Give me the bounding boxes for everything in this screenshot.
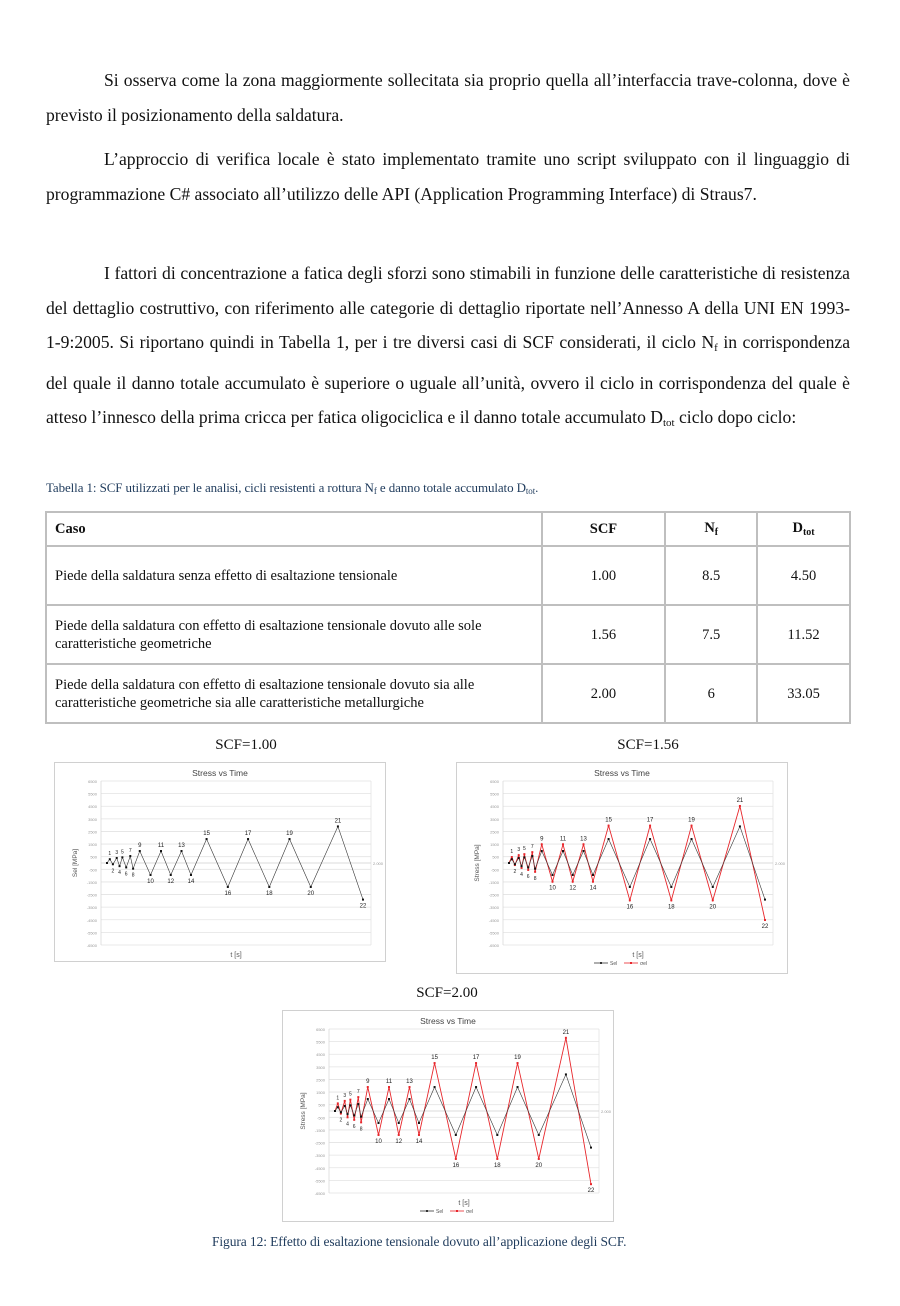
stress-vs-time-chart-2 — [457, 763, 787, 973]
y-axis-label: Stress [MPa] — [474, 844, 481, 882]
stress-vs-time-chart-3 — [283, 1011, 613, 1221]
y-tick-label: 1500 — [88, 842, 97, 848]
point-label: 8 — [359, 1126, 363, 1133]
point-label: 6 — [526, 873, 530, 880]
data-point — [531, 855, 533, 857]
data-point — [496, 1158, 498, 1160]
table-caption — [46, 480, 538, 496]
y-tick-label: 1500 — [316, 1090, 325, 1096]
data-point — [562, 843, 564, 845]
point-label: 13 — [178, 843, 185, 850]
legend-marker — [456, 1210, 458, 1212]
data-point — [521, 867, 523, 869]
data-point — [534, 871, 536, 873]
point-label: 12 — [167, 878, 175, 885]
header-caso: Caso — [46, 512, 542, 546]
data-point — [109, 858, 111, 860]
y-tick-label: -6500 — [488, 943, 499, 948]
y-tick-label: -4500 — [488, 917, 499, 923]
data-point — [388, 1098, 390, 1100]
y-tick-label: 6500 — [88, 779, 97, 784]
y-tick-label: 1500 — [490, 842, 499, 848]
point-label: 10 — [147, 878, 154, 885]
data-point — [541, 843, 543, 845]
data-point — [360, 1116, 362, 1118]
data-point — [340, 1111, 342, 1113]
point-label: 7 — [128, 848, 132, 855]
y-tick-label: 500 — [318, 1102, 325, 1108]
data-point — [572, 881, 574, 883]
data-point — [357, 1096, 359, 1098]
point-label: 12 — [395, 1138, 403, 1145]
paragraph-3-text-3: ciclo dopo ciclo: — [674, 407, 797, 427]
point-label: 15 — [203, 831, 210, 838]
point-label: 17 — [244, 831, 252, 838]
point-label: 16 — [452, 1162, 460, 1169]
y-tick-label: -3500 — [314, 1153, 325, 1159]
y-tick-label: -500 — [316, 1115, 325, 1121]
y-tick-label: -3500 — [488, 905, 499, 911]
x-axis-end-label: 2.000 — [601, 1109, 612, 1114]
y-tick-label: 6500 — [490, 779, 499, 784]
table-caption-text-3: . — [535, 480, 539, 495]
data-point — [527, 869, 529, 871]
point-label: 15 — [605, 817, 612, 824]
data-point — [349, 1104, 351, 1106]
y-tick-label: 4500 — [490, 804, 499, 810]
chart-1-heading: SCF=1.00 — [215, 737, 277, 753]
point-label: 4 — [520, 871, 523, 878]
data-point — [670, 899, 672, 901]
data-point — [521, 865, 523, 867]
point-label: 10 — [375, 1138, 382, 1145]
figure-caption: Figura 12: Effetto di esaltazione tensionale dovuto all’applicazione degli SCF. — [212, 1234, 627, 1249]
table-caption-text-1: Tabella 1: SCF utilizzati per le analisi, cicli resistenti a rottura N — [46, 480, 374, 495]
header-dtot-sub: tot — [802, 527, 815, 538]
point-label: 6 — [124, 871, 128, 878]
data-point — [344, 1100, 346, 1102]
point-label: 18 — [667, 904, 675, 911]
cell-scf: 1.56 — [542, 605, 666, 664]
point-label: 2 — [513, 869, 517, 876]
data-point — [592, 874, 594, 876]
chart-3-heading: SCF=2.00 — [416, 985, 478, 1001]
point-label: 18 — [493, 1162, 501, 1169]
point-label: 13 — [580, 836, 587, 843]
data-point — [388, 1086, 390, 1088]
point-label: 9 — [540, 836, 544, 843]
point-label: 18 — [265, 890, 273, 897]
data-point — [367, 1086, 369, 1088]
data-point — [590, 1147, 592, 1149]
data-point — [337, 1102, 339, 1104]
point-label: 9 — [138, 843, 142, 850]
cell-dtot: 4.50 — [757, 546, 850, 605]
data-point — [691, 838, 693, 840]
subscript-tot: tot — [662, 417, 675, 429]
data-point — [170, 874, 172, 876]
point-label: 2 — [111, 868, 115, 875]
data-point — [534, 868, 536, 870]
data-point — [139, 850, 141, 852]
data-point — [582, 850, 584, 852]
data-point — [367, 1098, 369, 1100]
point-label: 5 — [522, 846, 526, 853]
y-tick-label: -4500 — [86, 917, 97, 923]
data-point — [582, 843, 584, 845]
data-point — [629, 899, 631, 901]
point-label: 4 — [118, 870, 121, 877]
point-label: 19 — [688, 817, 695, 824]
point-label: 1 — [510, 849, 514, 856]
y-tick-label: 3500 — [316, 1064, 325, 1070]
data-point — [518, 854, 520, 856]
data-point — [565, 1037, 567, 1039]
results-table — [45, 511, 851, 724]
data-point — [608, 825, 610, 827]
point-label: 19 — [514, 1055, 521, 1062]
point-label: 6 — [352, 1123, 356, 1130]
data-point — [150, 874, 152, 876]
point-label: 1 — [336, 1095, 340, 1102]
x-axis-label: t [s] — [230, 952, 242, 959]
data-point — [247, 838, 249, 840]
data-point — [565, 1073, 567, 1075]
point-label: 21 — [736, 797, 744, 804]
point-label: 20 — [307, 890, 315, 897]
paragraph-2 — [46, 142, 850, 211]
point-label: 8 — [533, 875, 537, 882]
data-point — [360, 1121, 362, 1123]
data-point — [418, 1122, 420, 1124]
header-dtot — [757, 512, 850, 546]
point-label: 21 — [562, 1029, 570, 1036]
data-point — [649, 838, 651, 840]
data-point — [362, 899, 364, 901]
point-label: 13 — [406, 1079, 413, 1086]
point-label: 11 — [157, 843, 165, 850]
point-label: 14 — [589, 885, 597, 892]
point-label: 21 — [334, 818, 342, 825]
cell-caso: Piede della saldatura con effetto di esaltazione tensionale dovuto alle sole caratteristiche geometriche — [46, 605, 542, 664]
y-axis-label: Sel [MPa] — [72, 848, 79, 878]
y-tick-label: 2500 — [316, 1077, 325, 1083]
data-point — [764, 899, 766, 901]
data-point — [125, 866, 127, 868]
data-point — [712, 886, 714, 888]
data-point — [608, 838, 610, 840]
y-tick-label: -2500 — [86, 892, 97, 898]
data-point — [353, 1119, 355, 1121]
point-label: 11 — [385, 1079, 393, 1086]
chart-scf-1-00 — [54, 762, 386, 962]
point-label: 5 — [348, 1091, 352, 1098]
data-point — [527, 866, 529, 868]
legend-marker — [600, 962, 602, 964]
point-label: 4 — [346, 1121, 349, 1128]
y-tick-label: -1500 — [314, 1127, 325, 1133]
paragraph-1-text: Si osserva come la zona maggiormente sollecitata sia proprio quella all’interfaccia trave-colonna, dove è previsto il posizionamento della saldatura. — [46, 70, 850, 125]
y-tick-label: 5500 — [316, 1039, 325, 1045]
y-tick-label: -2500 — [314, 1140, 325, 1146]
y-tick-label: -5500 — [86, 930, 97, 936]
y-tick-label: 4500 — [316, 1052, 325, 1058]
data-point — [739, 805, 741, 807]
legend-label: Sel — [436, 1209, 444, 1215]
data-point — [378, 1134, 380, 1136]
point-label: 8 — [131, 872, 135, 879]
data-point — [455, 1158, 457, 1160]
paragraph-1 — [46, 63, 850, 132]
data-point — [106, 862, 108, 864]
data-point — [434, 1062, 436, 1064]
data-point — [508, 862, 510, 864]
data-point — [517, 1062, 519, 1064]
data-point — [116, 857, 118, 859]
data-point — [629, 886, 631, 888]
paragraph-2-text: L’approccio di verifica locale è stato implementato tramite uno script sviluppato con il linguaggio di programmazione C# associato all’utilizzo delle API (Application Programming Interface) di Straus7. — [46, 149, 850, 204]
header-dtot-main: D — [792, 520, 803, 536]
x-axis-end-label: 2.000 — [373, 861, 384, 866]
data-point — [590, 1183, 592, 1185]
table-row — [46, 546, 850, 605]
data-point — [511, 858, 513, 860]
data-point — [334, 1110, 336, 1112]
data-point — [227, 886, 229, 888]
chart-title: Stress vs Time — [192, 768, 248, 778]
point-label: 17 — [646, 817, 654, 824]
data-point — [475, 1086, 477, 1088]
data-point — [119, 865, 121, 867]
data-point — [475, 1062, 477, 1064]
y-tick-label: 500 — [90, 854, 97, 860]
data-point — [518, 857, 520, 859]
point-label: 2 — [339, 1117, 343, 1124]
point-label: 7 — [530, 844, 534, 851]
data-point — [418, 1134, 420, 1136]
cell-nf: 7.5 — [665, 605, 757, 664]
table-row — [46, 664, 850, 723]
legend-marker — [426, 1210, 428, 1212]
y-tick-label: 5500 — [88, 791, 97, 797]
chart-scf-2-00 — [282, 1010, 614, 1222]
data-point — [121, 856, 123, 858]
data-point — [408, 1086, 410, 1088]
data-point — [190, 874, 192, 876]
chart-title: Stress vs Time — [420, 1016, 476, 1026]
data-point — [541, 850, 543, 852]
y-axis-label: Stress [MPa] — [300, 1092, 307, 1130]
point-label: 20 — [535, 1162, 543, 1169]
paragraph-3 — [46, 256, 850, 441]
y-tick-label: -500 — [490, 867, 499, 873]
point-label: 11 — [559, 836, 567, 843]
data-point — [538, 1158, 540, 1160]
cell-scf: 1.00 — [542, 546, 666, 605]
y-tick-label: -5500 — [314, 1178, 325, 1184]
data-point — [310, 886, 312, 888]
data-point — [649, 825, 651, 827]
point-label: 17 — [472, 1055, 480, 1062]
point-label: 3 — [115, 849, 119, 856]
data-point — [132, 868, 134, 870]
y-tick-label: -5500 — [488, 930, 499, 936]
header-scf: SCF — [542, 512, 666, 546]
legend-label: σel — [466, 1209, 473, 1215]
cell-caso: Piede della saldatura con effetto di esaltazione tensionale dovuto sia alle caratteristiche geometriche sia alle caratteristiche metallurgiche — [46, 664, 542, 723]
data-point — [552, 874, 554, 876]
data-point — [398, 1122, 400, 1124]
data-point — [378, 1122, 380, 1124]
y-tick-label: -6500 — [86, 943, 97, 948]
point-label: 9 — [366, 1079, 370, 1086]
point-label: 14 — [187, 878, 195, 885]
y-tick-label: 500 — [492, 854, 499, 860]
data-point — [531, 851, 533, 853]
point-label: 20 — [709, 904, 717, 911]
chart-title: Stress vs Time — [594, 768, 650, 778]
header-nf-main: N — [704, 520, 715, 536]
data-point — [552, 881, 554, 883]
data-point — [562, 850, 564, 852]
data-point — [408, 1098, 410, 1100]
data-point — [337, 1106, 339, 1108]
x-axis-label: t [s] — [458, 1200, 470, 1207]
point-label: 3 — [517, 847, 521, 854]
table-caption-sub-f: f — [373, 486, 377, 496]
data-point — [180, 850, 182, 852]
y-tick-label: 5500 — [490, 791, 499, 797]
data-point — [538, 1134, 540, 1136]
point-label: 5 — [120, 849, 124, 856]
data-point — [344, 1105, 346, 1107]
header-nf — [665, 512, 757, 546]
paragraph-3-text-1: I fattori di concentrazione a fatica degli sforzi sono stimabili in funzione delle caratteristiche di resistenza del dettaglio costruttivo, con riferimento alle categorie di dettaglio riportate nell’Annesso A della UNI EN 1993-1-9:2005. Si riportano quindi in Tabella 1, per i tre diversi casi di SCF considerati, il ciclo N — [46, 263, 850, 352]
cell-caso: Piede della saldatura senza effetto di esaltazione tensionale — [46, 546, 542, 605]
data-point — [572, 874, 574, 876]
data-point — [434, 1086, 436, 1088]
cell-scf: 2.00 — [542, 664, 666, 723]
data-point — [353, 1114, 355, 1116]
cell-nf: 8.5 — [665, 546, 757, 605]
y-tick-label: -500 — [88, 867, 97, 873]
data-point — [517, 1086, 519, 1088]
legend-label: σel — [640, 961, 647, 967]
point-label: 15 — [431, 1055, 438, 1062]
y-tick-label: -6500 — [314, 1191, 325, 1196]
data-point — [206, 838, 208, 840]
data-point — [349, 1099, 351, 1101]
data-point — [337, 825, 339, 827]
paragraph-3-text-2: in corrispondenza del quale il danno totale accumulato è superiore o uguale all’unità, ovvero il ciclo in corrispondenza del quale è atteso l’innesco della prima cricca per fatica oligociclica e il danno totale accumulato D — [46, 332, 850, 427]
point-label: 1 — [108, 851, 112, 858]
point-label: 22 — [359, 903, 367, 910]
data-point — [347, 1113, 349, 1115]
table-row — [46, 605, 850, 664]
point-label: 3 — [343, 1092, 347, 1099]
data-point — [670, 886, 672, 888]
cell-nf: 6 — [665, 664, 757, 723]
data-point — [129, 855, 131, 857]
data-point — [398, 1134, 400, 1136]
data-point — [592, 881, 594, 883]
point-label: 19 — [286, 831, 293, 838]
point-label: 16 — [626, 904, 634, 911]
y-tick-label: -1500 — [488, 879, 499, 885]
data-point — [289, 838, 291, 840]
table-header-row — [46, 512, 850, 546]
point-label: 22 — [587, 1188, 595, 1195]
stress-vs-time-chart-1 — [55, 763, 385, 961]
point-label: 16 — [224, 890, 232, 897]
x-axis-end-label: 2.000 — [775, 861, 786, 866]
y-tick-label: 2500 — [88, 829, 97, 835]
data-point — [268, 886, 270, 888]
y-tick-label: 3500 — [490, 816, 499, 822]
y-tick-label: -1500 — [86, 879, 97, 885]
legend-marker — [630, 962, 632, 964]
point-label: 22 — [761, 924, 769, 931]
y-tick-label: -3500 — [86, 905, 97, 911]
y-tick-label: 6500 — [316, 1027, 325, 1032]
data-point — [455, 1134, 457, 1136]
x-axis-label: t [s] — [632, 952, 644, 959]
header-nf-sub: f — [714, 527, 719, 538]
y-tick-label: 3500 — [88, 816, 97, 822]
chart-scf-1-56 — [456, 762, 788, 974]
chart-2-heading: SCF=1.56 — [617, 737, 679, 753]
table-caption-text-2: e danno totale accumulato D — [376, 480, 526, 495]
table-caption-sub-tot: tot — [525, 486, 536, 496]
data-point — [712, 899, 714, 901]
y-tick-label: -4500 — [314, 1165, 325, 1171]
data-point — [764, 919, 766, 921]
point-label: 14 — [415, 1138, 423, 1145]
legend-label: Sel — [610, 961, 618, 967]
y-tick-label: 2500 — [490, 829, 499, 835]
data-point — [357, 1103, 359, 1105]
cell-dtot: 33.05 — [757, 664, 850, 723]
point-label: 10 — [549, 885, 556, 892]
y-tick-label: 4500 — [88, 804, 97, 810]
data-point — [523, 853, 525, 855]
data-point — [160, 850, 162, 852]
subscript-f: f — [714, 342, 718, 354]
point-label: 12 — [569, 885, 577, 892]
data-point — [511, 856, 513, 858]
data-point — [691, 825, 693, 827]
data-point — [347, 1116, 349, 1118]
data-point — [496, 1134, 498, 1136]
data-point — [739, 825, 741, 827]
data-point — [514, 863, 516, 865]
y-tick-label: -2500 — [488, 892, 499, 898]
point-label: 7 — [356, 1089, 360, 1096]
cell-dtot: 11.52 — [757, 605, 850, 664]
data-point — [112, 863, 114, 865]
data-point — [523, 856, 525, 858]
